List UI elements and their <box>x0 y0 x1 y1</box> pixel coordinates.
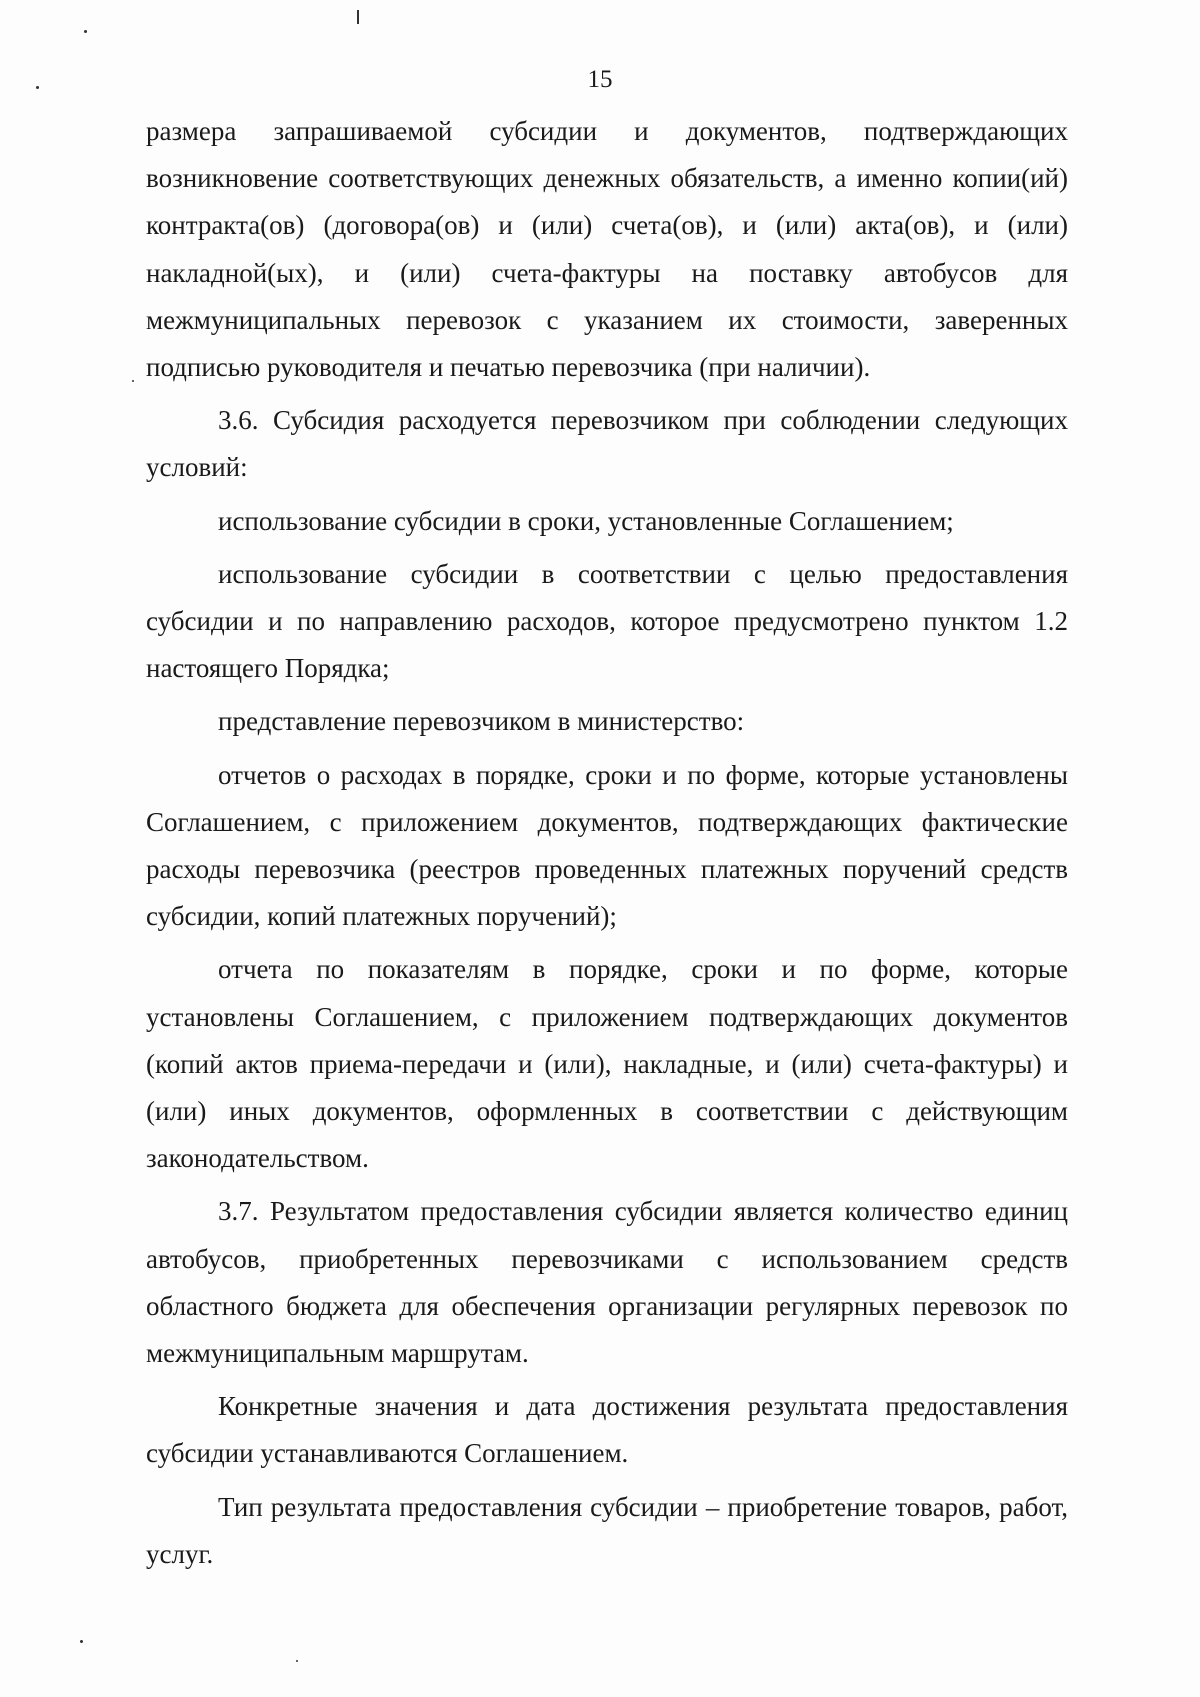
paragraph-expense-reports: отчетов о расходах в порядке, сроки и по форме, которые установлены Соглашением, с приложением документов, подтверждающих фактические расходы перевозчика (реестров проведенных платежных поручений средств субсидии, копий платежных поручений); <box>146 759 1068 932</box>
paragraph-3-6: 3.6. Субсидия расходуется перевозчиком при соблюдении следующих условий: <box>146 405 1068 483</box>
scan-mark <box>357 10 359 24</box>
scan-speck <box>132 380 134 382</box>
paragraph-specific-values: Конкретные значения и дата достижения результата предоставления субсидии устанавливаются Соглашением. <box>146 1391 1068 1469</box>
document-body <box>146 108 1068 1578</box>
scan-speck <box>36 86 39 89</box>
paragraph-3-7: 3.7. Результатом предоставления субсидии является количество единиц автобусов, приобретенных перевозчиками с использованием средств областного бюджета для обеспечения организации регулярных перевозок по межмуниципальным маршрутам. <box>146 1196 1068 1369</box>
page-number: 15 <box>587 66 613 93</box>
paragraph-subsidy-documents: размера запрашиваемой субсидии и документов, подтверждающих возникновение соответствующих денежных обязательств, а именно копии(ий) контракта(ов) (договора(ов) и (или) счета(ов), и (или) акта(ов), и (или) накладной(ых), и (или) счета-фактуры на поставку автобусов для межмуниципальных перевозок с указанием их стоимости, заверенных подписью руководителя и печатью перевозчика (при наличии). <box>146 116 1068 383</box>
paragraph-indicator-report: отчета по показателям в порядке, сроки и по форме, которые установлены Соглашением, с приложением подтверждающих документов (копий актов приема-передачи и (или), накладные, и (или) счета-фактуры) и (или) иных документов, оформленных в соответствии с действующим законодательством. <box>146 954 1068 1174</box>
scan-speck <box>84 30 87 33</box>
paragraph-use-purpose: использование субсидии в соответствии с целью предоставления субсидии и по направлению расходов, которое предусмотрено пунктом 1.2 настоящего Порядка; <box>146 558 1068 684</box>
scan-speck <box>80 1640 83 1643</box>
scan-speck <box>296 1660 298 1662</box>
paragraph-submission: представление перевозчиком в министерство: <box>218 706 745 737</box>
paragraph-result-type: Тип результата предоставления субсидии – приобретение товаров, работ, услуг. <box>146 1491 1068 1569</box>
paragraph-use-deadlines: использование субсидии в сроки, установленные Соглашением; <box>218 505 954 536</box>
